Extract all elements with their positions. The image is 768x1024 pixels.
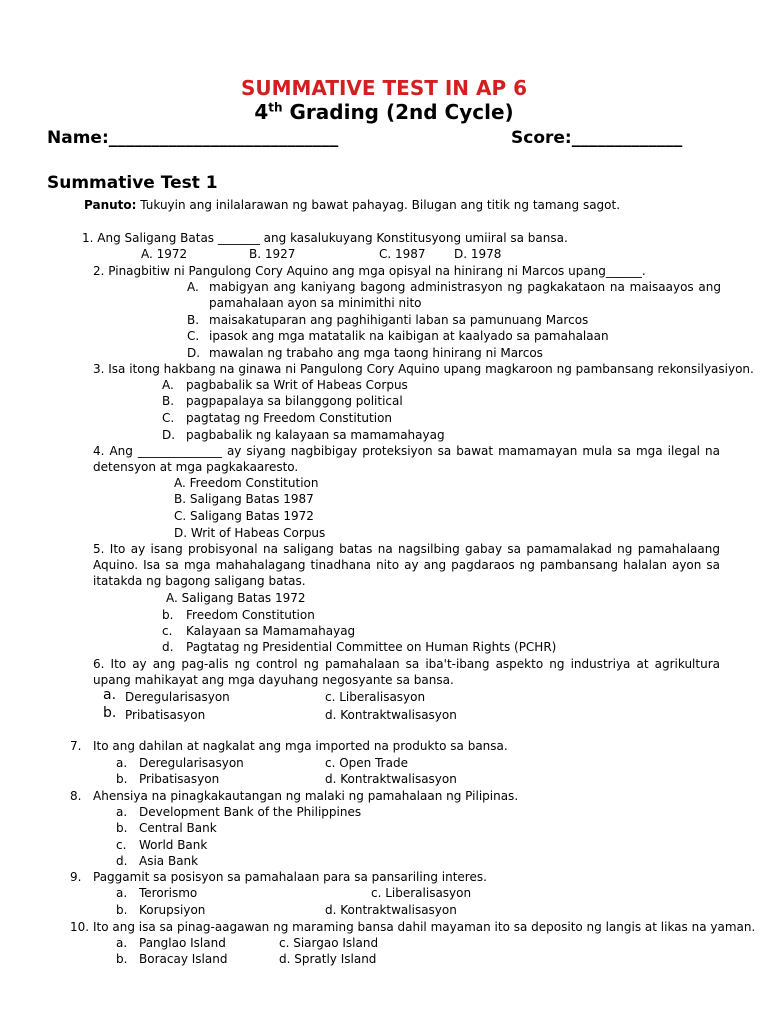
question-5-option-a: A. Saligang Batas 1972 <box>166 591 306 605</box>
question-4-option-d: D. Writ of Habeas Corpus <box>174 526 326 540</box>
question-8-option-c-letter: c. <box>116 838 127 852</box>
question-6-stem: 6. Ito ay ang pag-alis ng control ng pamahalaan sa iba't-ibang aspekto ng industriya at agrikultura upang mahikayat ang mga dayuhang negosyante sa bansa. <box>93 657 720 687</box>
question-2-option-a-text: mabigyan ang kaniyang bagong administrasyon ng pagkakataon na maisaayos ang pamahalaan ayon sa minimithi nito <box>209 280 721 310</box>
question-2-stem: 2. Pinagbitiw ni Pangulong Cory Aquino ang mga opisyal na hinirang ni Marcos upang______. <box>93 264 646 278</box>
question-6-option-a-text: Deregularisasyon <box>125 690 230 704</box>
question-9-option-d: d. Kontraktwalisasyon <box>325 903 457 917</box>
question-9-option-c: c. Liberalisasyon <box>371 886 472 900</box>
question-6-option-c: c. Liberalisasyon <box>325 690 426 704</box>
test-title: SUMMATIVE TEST IN AP 6 <box>240 76 528 100</box>
question-1-stem: 1. Ang Saligang Batas _______ ang kasalukuyang Konstitusyong umiiral sa bansa. <box>82 231 568 245</box>
question-3-option-a-text: pagbabalik sa Writ of Habeas Corpus <box>186 378 408 392</box>
question-8-option-d-text: Asia Bank <box>139 854 199 868</box>
question-6-option-a-letter: a. <box>103 687 117 703</box>
question-6-option-b-text: Pribatisasyon <box>125 708 206 722</box>
instructions-text: Tukuyin ang inilalarawan ng bawat pahayag. Bilugan ang titik ng tamang sagot. <box>136 198 621 212</box>
question-1-option-c: C. 1987 <box>379 247 426 261</box>
question-8-option-b-text: Central Bank <box>139 821 217 835</box>
question-10-option-b-text: Boracay Island <box>139 952 228 966</box>
question-10-option-b-letter: b. <box>116 952 128 966</box>
question-5-stem: 5. Ito ay isang probisyonal na saligang batas na nagsilbing gabay sa pamamalakad ng pamahalaang Aquino. Isa sa mga mahahalagang tinadhana nito ay ang pagdaraos ng pambansang halalan ayon sa itatakda ng bagong saligang batas. <box>93 542 720 588</box>
question-3-stem: 3. Isa itong hakbang na ginawa ni Pangulong Cory Aquino upang magkaroon ng pambansang rekonsilyasiyon. <box>93 362 754 376</box>
question-2-option-b-letter: B. <box>187 313 200 327</box>
question-3-option-c-text: pagtatag ng Freedom Constitution <box>186 411 393 425</box>
question-2-option-b-text: maisakatuparan ang paghihiganti laban sa pamunuang Marcos <box>209 313 589 327</box>
section-title: Summative Test 1 <box>47 173 218 193</box>
question-2-option-d-text: mawalan ng trabaho ang mga taong hinirang ni Marcos <box>209 346 543 360</box>
question-8-number: 8. <box>70 789 82 803</box>
question-5-option-c-text: Kalayaan sa Mamamahayag <box>186 624 356 638</box>
question-7-option-b-text: Pribatisasyon <box>139 772 220 786</box>
instructions <box>84 197 620 213</box>
question-3-option-d-letter: D. <box>162 428 176 442</box>
question-7-option-a-text: Deregularisasyon <box>139 756 244 770</box>
question-8-option-a-letter: a. <box>116 805 128 819</box>
name-field-label: Name:___________________________ <box>47 128 339 148</box>
question-1-option-a: A. 1972 <box>141 247 188 261</box>
question-9-stem: Paggamit sa posisyon sa pamahalaan para sa pansariling interes. <box>93 870 487 884</box>
question-3-option-a-letter: A. <box>162 378 174 392</box>
question-2-option-d-letter: D. <box>187 346 201 360</box>
question-4-option-a: A. Freedom Constitution <box>174 476 319 490</box>
question-8-stem: Ahensiya na pinagkakautangan ng malaki ng pamahalaan ng Pilipinas. <box>93 789 519 803</box>
question-5-option-d-letter: d. <box>162 640 174 654</box>
grade-rest: Grading (2nd Cycle) <box>282 100 514 124</box>
question-7-number: 7. <box>70 739 82 753</box>
question-5-option-c-letter: c. <box>162 624 173 638</box>
instructions-label: Panuto: <box>84 198 137 212</box>
question-2-option-c-letter: C. <box>187 329 200 343</box>
question-4-stem: 4. Ang ______________ ay siyang nagbibigay proteksiyon sa bawat mamamayan mula sa mga ilegal na detensyon at mga pagkakaaresto. <box>93 444 720 474</box>
question-7-option-c: c. Open Trade <box>325 756 408 770</box>
question-6-option-d: d. Kontraktwalisasyon <box>325 708 457 722</box>
question-9-option-a-text: Terorismo <box>139 886 198 900</box>
score-field-label: Score:_____________ <box>511 128 683 148</box>
question-7-option-b-letter: b. <box>116 772 128 786</box>
question-1-option-b: B. 1927 <box>249 247 296 261</box>
question-9-option-b-letter: b. <box>116 903 128 917</box>
question-7-option-a-letter: a. <box>116 756 128 770</box>
question-3-option-b-letter: B. <box>162 394 175 408</box>
question-7-stem: Ito ang dahilan at nagkalat ang mga imported na produkto sa bansa. <box>93 739 508 753</box>
question-7-option-d: d. Kontraktwalisasyon <box>325 772 457 786</box>
grade-number: 4 <box>254 100 269 124</box>
question-10-number: 10. <box>70 920 90 934</box>
question-10-stem: Ito ang isa sa pinag-aagawan ng maraming bansa dahil mayaman ito sa deposito ng langis at likas na yaman. <box>93 920 756 934</box>
question-8-option-a-text: Development Bank of the Philippines <box>139 805 362 819</box>
question-3-option-c-letter: C. <box>162 411 175 425</box>
question-9-option-a-letter: a. <box>116 886 128 900</box>
grade-suffix: th <box>268 100 283 115</box>
question-10-option-d: d. Spratly Island <box>279 952 377 966</box>
question-4-option-b: B. Saligang Batas 1987 <box>174 492 314 506</box>
question-2-option-c-text: ipasok ang mga matatalik na kaibigan at kaalyado sa pamahalaan <box>209 329 609 343</box>
question-1-option-d: D. 1978 <box>454 247 502 261</box>
question-5-option-d-text: Pagtatag ng Presidential Committee on Human Rights (PCHR) <box>186 640 557 654</box>
question-5-option-b-text: Freedom Constitution <box>186 608 315 622</box>
question-4-option-c: C. Saligang Batas 1972 <box>174 509 314 523</box>
question-10-option-c: c. Siargao Island <box>279 936 379 950</box>
question-9-number: 9. <box>70 870 82 884</box>
question-10-option-a-text: Panglao Island <box>139 936 226 950</box>
question-6-option-b-letter: b. <box>103 705 117 721</box>
question-8-option-b-letter: b. <box>116 821 128 835</box>
question-2-option-a-letter: A. <box>187 280 199 294</box>
question-9-option-b-text: Korupsiyon <box>139 903 206 917</box>
question-8-option-c-text: World Bank <box>139 838 208 852</box>
question-8-option-d-letter: d. <box>116 854 128 868</box>
grading-subtitle <box>0 100 768 124</box>
question-10-option-a-letter: a. <box>116 936 128 950</box>
question-3-option-b-text: pagpapalaya sa bilanggong political <box>186 394 403 408</box>
question-5-option-b-letter: b. <box>162 608 174 622</box>
question-3-option-d-text: pagbabalik ng kalayaan sa mamamahayag <box>186 428 445 442</box>
